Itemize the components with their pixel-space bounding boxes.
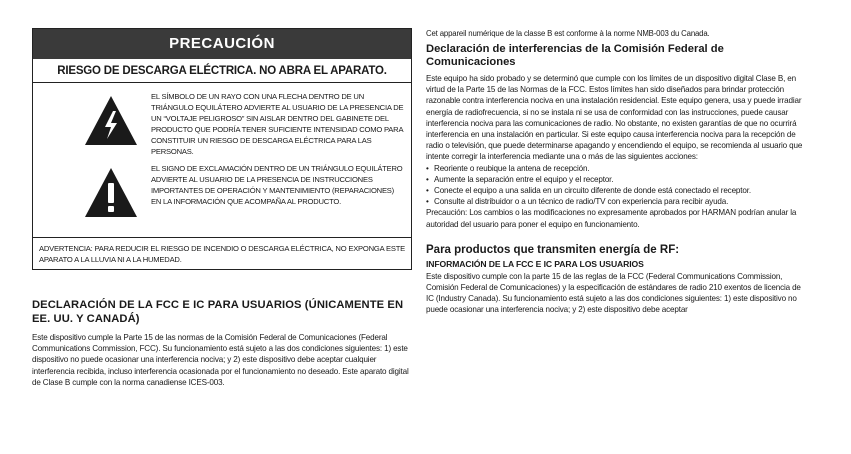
rf-paragraph: Este dispositivo cumple con la parte 15 de las reglas de la FCC (Federal Communications Commission, Comisión Federal de Comunicaciones) y la especificación de estándares de radio 210 exentos de licencia de IC (Industry Canada). Su funcionamiento está sujeto a las dos condiciones siguientes: 1) este dispositivo no puede ocasionar una interferencia nociva; y 2) este dispositivo debe aceptar [426, 271, 801, 315]
fcc-ic-heading: DECLARACIÓN DE LA FCC E IC PARA USUARIOS (ÚNICAMENTE EN EE. UU. Y CANADÁ) [32, 299, 404, 325]
warning-footer: ADVERTENCIA: PARA REDUCIR EL RIESGO DE INCENDIO O DESCARGA ELÉCTRICA, NO EXPONGA ESTE APARATO A LA LLUVIA NI A LA HUMEDAD. [33, 237, 411, 269]
canada-compliance-note: Cet appareil numérique de la classe B est conforme à la norme NMB-003 du Canada. [426, 29, 710, 38]
list-item: • Conecte el equipo a una salida en un circuito diferente de donde está conectado el receptor. [426, 185, 806, 196]
list-item: • Aumente la separación entre el equipo y el receptor. [426, 174, 806, 185]
lightning-warning-icon [83, 93, 139, 149]
exclamation-symbol-text: EL SIGNO DE EXCLAMACIÓN DENTRO DE UN TRIÁNGULO EQUILÁTERO ADVIERTE AL USUARIO DE LA PRESENCIA DE INSTRUCCIONES IMPORTANTES DE OPERACIÓN Y MANTENIMIENTO (REPARACIONES) EN LA INFORMACIÓN QUE ACOMPAÑA AL PRODUCTO. [151, 164, 403, 206]
fcc-ic-paragraph: Este dispositivo cumple la Parte 15 de las normas de la Comisión Federal de Comunicaciones (Federal Communications Commission, FCC). Su funcionamiento está sujeto a las dos condiciones siguientes: 1) este dispositivo no puede ocasionar una interferencia nociva; y 2) este dispositivo debe aceptar cualquier interferencia recibida, incluso interferencia ocasionada por el funcionamiento no deseado. Este aparato digital de Clase B cumple con la norma canadiense ICES-003. [32, 333, 409, 387]
list-item: • Reoriente o reubique la antena de recepción. [426, 163, 806, 174]
lightning-symbol-row [33, 83, 411, 157]
left-column [32, 28, 412, 388]
lightning-symbol-text: EL SÍMBOLO DE UN RAYO CON UNA FLECHA DENTRO DE UN TRIÁNGULO EQUILÁTERO ADVIERTE AL USUARIO DE LA PRESENCIA DE UN “VOLTAJE PELIGROSO” SIN AISLAR DENTRO DEL GABINETE DEL PRODUCTO QUE PODRÍA TENER SUFICIENTE INTENSIDAD COMO PARA CONSTITUIR UN RIESGO DE DESCARGA ELÉCTRICA PARA LAS PERSONAS. [151, 92, 404, 156]
caution-box [32, 28, 412, 270]
interference-heading: Declaración de interferencias de la Comisión Federal de Comunicaciones [426, 43, 724, 68]
rf-subheading: INFORMACIÓN DE LA FCC E IC PARA LOS USUARIOS [426, 258, 644, 269]
exclamation-symbol-row [33, 157, 411, 237]
caution-subtitle: RIESGO DE DESCARGA ELÉCTRICA. NO ABRA EL APARATO. [33, 59, 411, 83]
caution-note: Precaución: Los cambios o las modificaciones no expresamente aprobados por HARMAN podrían anular la autoridad del usuario para poner el equipo en funcionamiento. [426, 208, 797, 229]
exclamation-warning-icon [83, 165, 139, 221]
interference-paragraph: Este equipo ha sido probado y se determinó que cumple con los límites de un dispositivo digital Clase B, en virtud de la Parte 15 de las Normas de la FCC. Estos límites han sido diseñados para brindar protección razonable contra interferencia nociva en una instalación residencial. Este equipo genera, usa y puede irradiar energía de radiofrecuencia, si no se instala ni se usa de conformidad con las instrucciones, puede causar interferencia nociva para las comunicaciones de radio. No obstante, no existen garantías de que no ocurrirá interferencia en una instalación en particular. Si este equipo causa interferencia nociva para la recepción de radio o televisión, que puede determinarse apagando y encendiendo el equipo, se recomienda al usuario que intente corregir la interferencia mediante una o más de las siguientes acciones: [426, 74, 803, 162]
caution-title: PRECAUCIÓN [33, 29, 411, 59]
corrective-actions-list [426, 163, 806, 208]
rf-heading: Para productos que transmiten energía de RF: [426, 243, 680, 256]
list-item: • Consulte al distribuidor o a un técnico de radio/TV con experiencia para recibir ayuda. [426, 196, 806, 207]
right-column [426, 28, 806, 316]
